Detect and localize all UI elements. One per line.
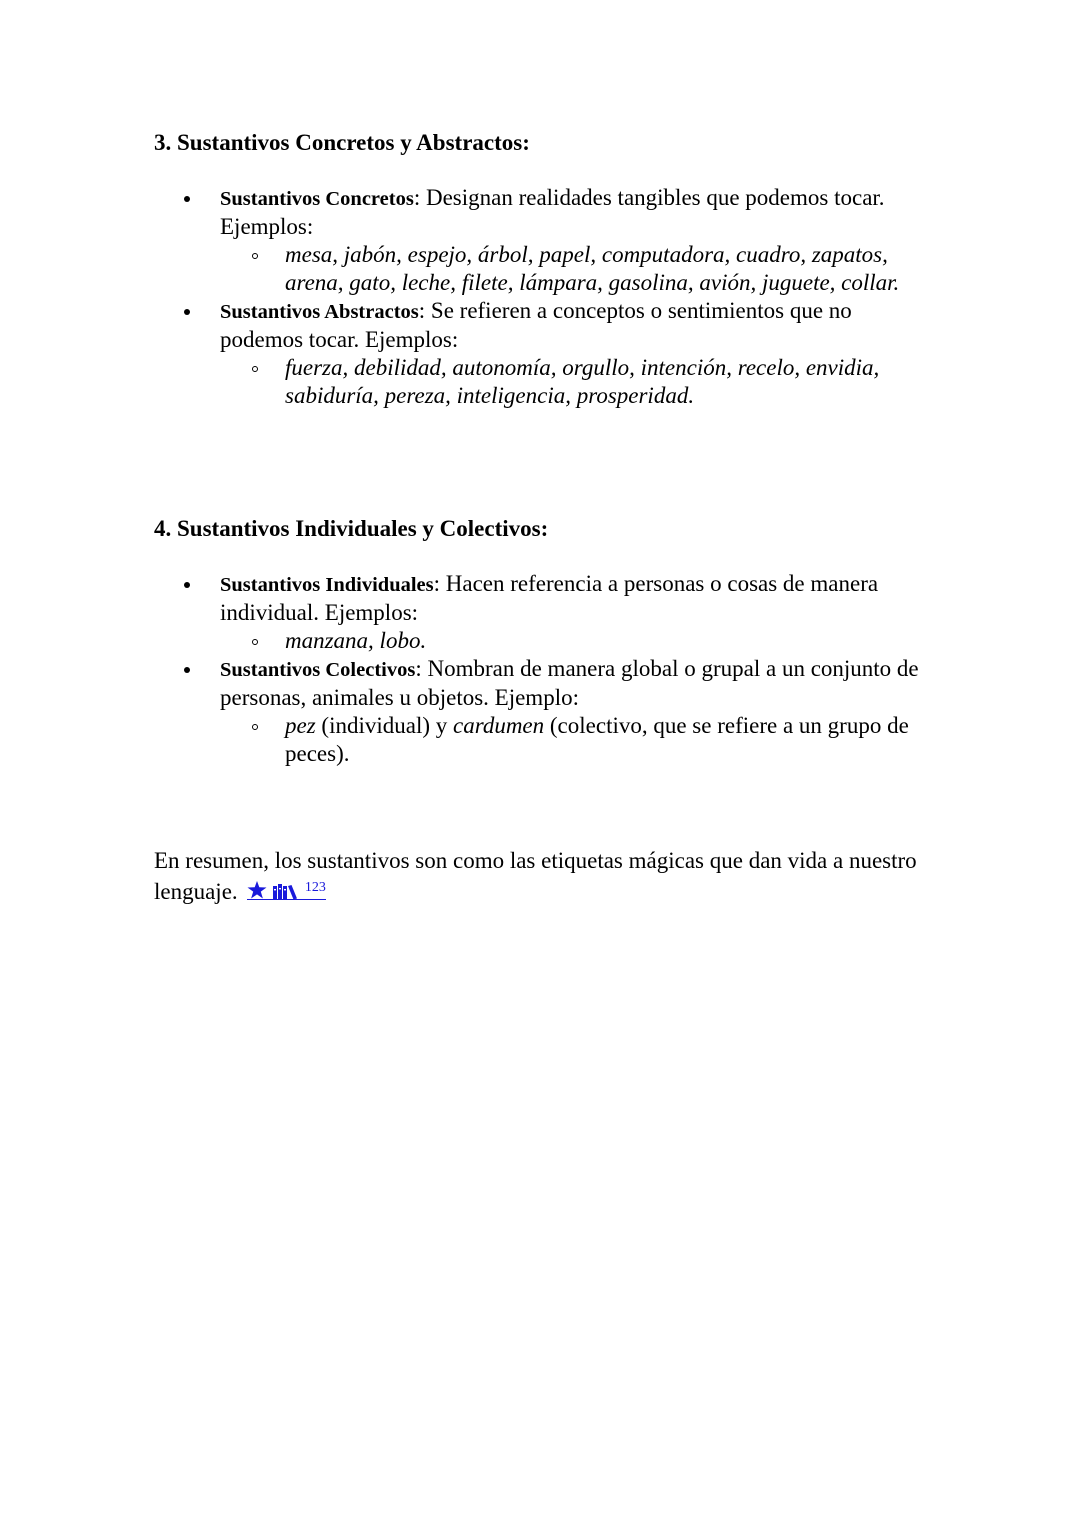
section-concretos-abstractos (154, 128, 934, 410)
term-label: Sustantivos Individuales (220, 574, 434, 596)
summary-paragraph (154, 845, 934, 907)
examples-item: fuerza, debilidad, autonomía, orgullo, intención, recelo, envidia, sabiduría, pereza, inteligencia, prosperidad. (220, 354, 934, 410)
section-heading: 3. Sustantivos Concretos y Abstractos: (154, 130, 530, 155)
example-word-individual: pez (285, 713, 316, 738)
examples-item (220, 712, 934, 768)
example-word-collective: cardumen (453, 713, 545, 738)
sub-list (220, 627, 934, 655)
star-icon (247, 877, 273, 902)
section-heading: 4. Sustantivos Individuales y Colectivos: (154, 516, 549, 541)
list-item-individuales (154, 570, 934, 655)
list-item-concretos (154, 184, 934, 297)
list-item-colectivos (154, 655, 934, 768)
bullet-list (154, 570, 934, 768)
example-note: (colectivo, que se refiere a un grupo de peces). (285, 713, 909, 766)
term-label: Sustantivos Colectivos (220, 659, 416, 681)
bullet-list (154, 184, 934, 410)
sub-list (220, 354, 934, 410)
list-item-abstractos (154, 297, 934, 410)
books-icon (273, 877, 305, 902)
term-definition: : Se refieren a conceptos o sentimientos que no podemos tocar. Ejemplos: (220, 298, 852, 352)
term-label: Sustantivos Concretos (220, 188, 414, 210)
examples-item: mesa, jabón, espejo, árbol, papel, computadora, cuadro, zapatos, arena, gato, leche, filete, lámpara, gasolina, avión, juguete, collar. (220, 241, 934, 297)
section-individuales-colectivos (154, 514, 934, 768)
term-definition: : Nombran de manera global o grupal a un conjunto de personas, animales u objetos. Ejemplo: (220, 656, 919, 710)
examples-item: manzana, lobo. (220, 627, 934, 655)
reference-numbers: 123 (304, 880, 326, 895)
reference-link[interactable] (247, 879, 326, 900)
term-label: Sustantivos Abstractos (220, 301, 419, 323)
summary-text: En resumen, los sustantivos son como las etiquetas mágicas que dan vida a nuestro lenguaje. (154, 848, 917, 904)
sub-list (220, 241, 934, 297)
term-definition: : Designan realidades tangibles que podemos tocar. Ejemplos: (220, 185, 885, 239)
term-definition: : Hacen referencia a personas o cosas de manera individual. Ejemplos: (220, 571, 879, 625)
example-note: (individual) y (315, 713, 454, 738)
sub-list (220, 712, 934, 768)
